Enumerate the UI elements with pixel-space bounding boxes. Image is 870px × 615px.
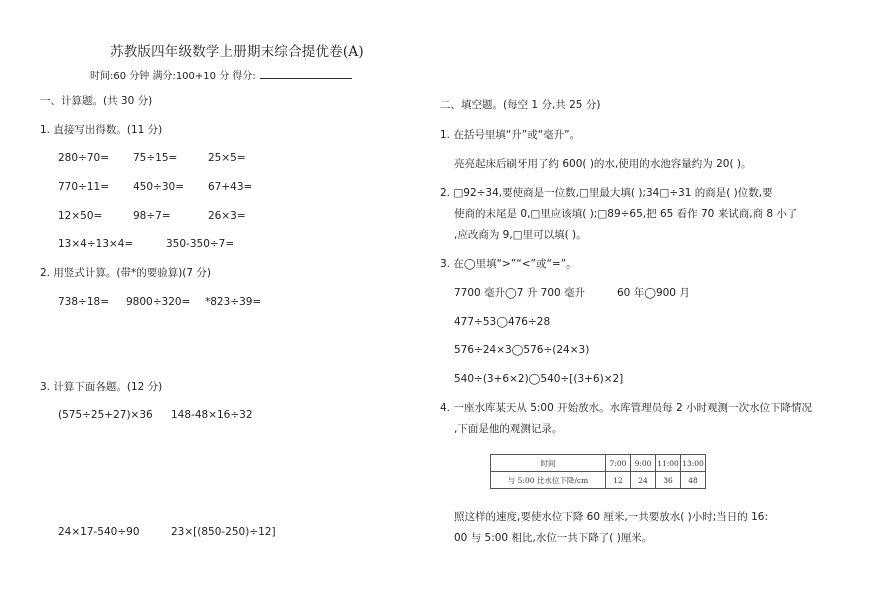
oral-item: 770÷11=	[58, 181, 109, 193]
table-cell: 7:00	[606, 455, 631, 472]
q3-title: 3. 计算下面各题。(12 分)	[40, 381, 163, 393]
oral-item: 67+43=	[208, 181, 253, 193]
observation-table	[490, 454, 706, 489]
fill-q4-line: 4. 一座水库某天从 5:00 开始放水。水库管理员每 2 小时观测一次水位下降情况	[440, 402, 812, 414]
mixed-item: 23×[(850-250)÷12]	[171, 526, 276, 538]
table-cell: 36	[656, 472, 681, 489]
exam-meta	[90, 69, 352, 82]
exam-meta-text: 时间:60 分钟 满分:100+10 分 得分:	[90, 71, 256, 82]
fill-q2-line: ,应改商为 9,□里可以填( )。	[454, 229, 587, 241]
compare-item: 60 年◯900 月	[617, 287, 690, 299]
section-calculation: 一、计算题。(共 30 分)	[40, 95, 153, 107]
table-row	[491, 472, 706, 489]
q2-title: 2. 用竖式计算。(带*的要验算)(7 分)	[40, 267, 212, 279]
mixed-item: (575÷25+27)×36	[58, 409, 153, 421]
section-fill-in: 二、填空题。(每空 1 分,共 25 分)	[440, 99, 601, 111]
oral-item: 280÷70=	[58, 152, 109, 164]
oral-item: 98÷7=	[133, 210, 171, 222]
compare-item: 576÷24×3◯576÷(24×3)	[454, 344, 590, 356]
oral-item: 350-350÷7=	[166, 238, 235, 250]
page-title: 苏教版四年级数学上册期末综合提优卷(A)	[110, 44, 364, 60]
fill-q4-line: ,下面是他的观测记录。	[454, 423, 563, 435]
mixed-item: 148-48×16÷32	[171, 409, 253, 421]
oral-item: 26×3=	[208, 210, 246, 222]
fill-q2-line: 2. □92÷34,要使商是一位数,□里最大填( );34□÷31 的商是( )位数,要	[440, 187, 773, 199]
score-blank	[260, 69, 352, 79]
compare-item: 7700 毫升◯7 升 700 毫升	[454, 287, 586, 299]
table-row	[491, 455, 706, 472]
table-header-cell: 与 5:00 比水位下降/cm	[491, 472, 606, 489]
fill-q1-line: 亮亮起床后刷牙用了约 600( )的水,使用的水池容量约为 20( )。	[454, 158, 752, 170]
q1-title: 1. 直接写出得数。(11 分)	[40, 124, 163, 136]
table-cell: 24	[631, 472, 656, 489]
vertical-item: *823÷39=	[205, 296, 262, 308]
table-cell: 11:00	[656, 455, 681, 472]
fill-q1-title: 1. 在括号里填“升”或“毫升”。	[440, 129, 581, 141]
table-header-cell: 时间	[491, 455, 606, 472]
table-cell: 48	[681, 472, 706, 489]
table-cell: 9:00	[631, 455, 656, 472]
fill-q4-after: 00 与 5:00 相比,水位一共下降了( )厘米。	[454, 532, 653, 544]
fill-q4-after: 照这样的速度,要使水位下降 60 厘米,一共要放水( )小时;当日的 16:	[454, 511, 769, 523]
mixed-item: 24×17-540÷90	[58, 526, 140, 538]
oral-item: 13×4÷13×4=	[58, 238, 134, 250]
oral-item: 25×5=	[208, 152, 246, 164]
vertical-item: 9800÷320=	[126, 296, 191, 308]
vertical-item: 738÷18=	[58, 296, 109, 308]
oral-item: 12×50=	[58, 210, 103, 222]
compare-item: 540÷(3+6×2)◯540÷[(3+6)×2]	[454, 373, 624, 385]
table-cell: 12	[606, 472, 631, 489]
oral-item: 450÷30=	[133, 181, 184, 193]
table-cell: 13:00	[681, 455, 706, 472]
oral-item: 75÷15=	[133, 152, 178, 164]
compare-item: 477÷53◯476÷28	[454, 316, 551, 328]
fill-q3-title: 3. 在◯里填“>”“<”或“=”。	[440, 258, 577, 270]
fill-q2-line: 使商的末尾是 0,□里应该填( );□89÷65,把 65 看作 70 来试商,商 8 小了	[454, 208, 798, 220]
